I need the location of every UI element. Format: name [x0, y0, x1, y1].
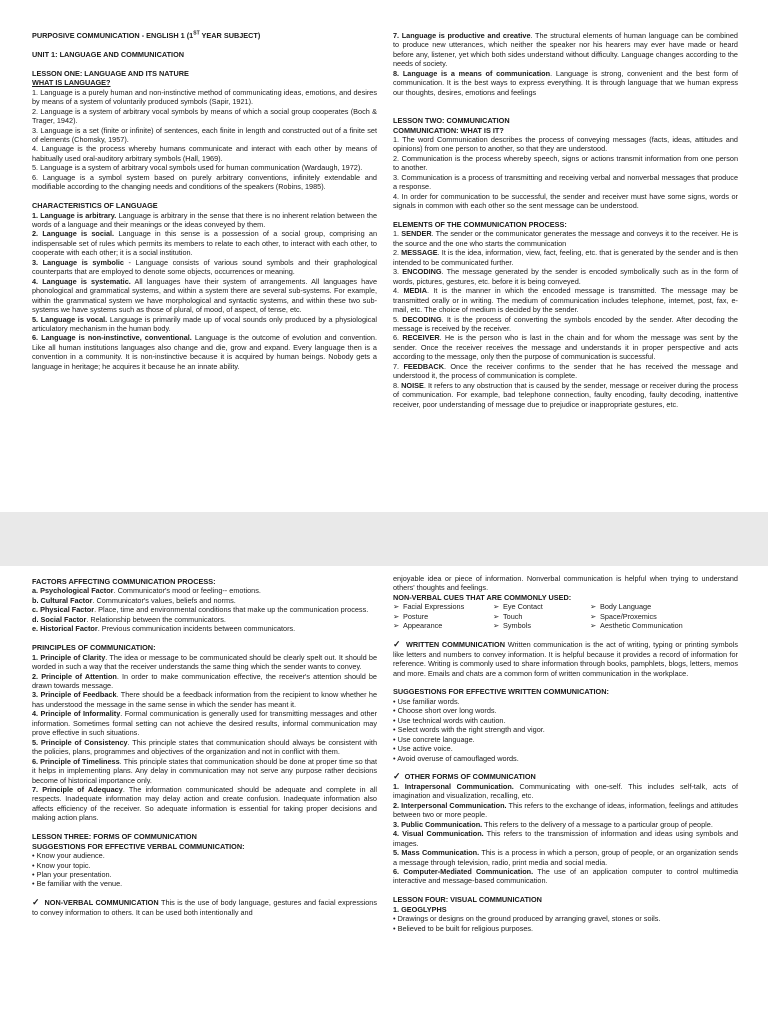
cue-item: ➢ Body Language: [590, 602, 652, 612]
verbal-suggestions-heading: SUGGESTIONS FOR EFFECTIVE VERBAL COMMUNICATION:: [32, 841, 245, 851]
cue-item: ➢ Symbols: [493, 621, 531, 631]
principle-item: 3. Principle of Feedback. There should be a feedback information from the recipient to know whether he has understood the message in the same sense in which the sender has meant it.: [32, 690, 377, 709]
other-form-item: 4. Visual Communication. This refers to the transmission of information and ideas using symbols and images.: [393, 829, 738, 848]
written-suggestions-heading: SUGGESTIONS FOR EFFECTIVE WRITTEN COMMUNICATION:: [393, 687, 609, 697]
characteristic-item: 2. Language is social. Language in this sense is a possession of a social group, comprising an indispensable set of rules which permits its members to relate to each other, to interact with each other, to cooperate with each other; it is a social institution.: [32, 229, 377, 258]
factor-item: a. Psychological Factor. Communicator's mood or feeling-- emotions.: [32, 586, 261, 596]
element-item: 7. FEEDBACK. Once the receiver confirms to the sender that he has received the message and understood it, the process of communication is complete.: [393, 361, 738, 381]
communication-definition: 1. The word Communication describes the process of conveying messages (facts, ideas, attitudes and opinions) from one person to another, so that they are understood.: [393, 134, 738, 154]
verbal-tip: • Plan your presentation.: [32, 870, 377, 879]
characteristic-item: 3. Language is symbolic - Language consists of various sound symbols and their graphological counterparts that are employed to denote some objects, occurrences or meaning.: [32, 257, 377, 277]
nonverbal-paragraph: ✓ NON-VERBAL COMMUNICATION This is the use of body language, gestures and facial expressions to convey information to others. It can be used both intentionally and: [32, 897, 377, 917]
element-item: 4. MEDIA. It is the manner in which the encoded message is transmitted. The message may be transmitted orally or in writing. The medium of communication includes telephone, internet, post, fax, e-mail, etc. The choice of medium is decided by the sender.: [393, 286, 738, 315]
cue-item: ➢ Facial Expressions: [393, 602, 465, 612]
document-page-bottom: [0, 566, 768, 1024]
element-item: 3. ENCODING. The message generated by the sender is encoded symbolically such as in the form of words, pictures, gestures, etc. before it is being conveyed.: [393, 267, 738, 286]
factor-item: e. Historical Factor. Previous communication incidents between communicators.: [32, 624, 296, 634]
arrow-bullet-icon: ➢: [393, 611, 400, 621]
cue-item: ➢ Appearance: [393, 621, 443, 631]
written-tip: • Avoid overuse of camouflaged words.: [393, 754, 738, 763]
nonverbal-cues-heading: NON-VERBAL CUES THAT ARE COMMONLY USED:: [393, 592, 572, 602]
principles-heading: PRINCIPLES OF COMMUNICATION:: [32, 643, 156, 653]
cue-item: ➢ Space/Proxemics: [590, 611, 657, 621]
language-definition: 3. Language is a set (finite or infinite) of sentences, each finite in length and constructed out of a finite set of elements (Chomsky, 1957).: [32, 125, 377, 144]
language-definition: 5. Language is a system of arbitrary vocal symbols used for human communication (Wardaugh, 1972).: [32, 163, 363, 173]
element-item: 8. NOISE. It refers to any obstruction that is caused by the sender, message or receiver during the process of communication. For example, bad telephone connection, faulty encoding, faulty decoding, inattentive receiver, poor understanding of message due to prejudice or inappropriate gestures, etc.: [393, 380, 738, 409]
characteristics-heading: CHARACTERISTICS OF LANGUAGE: [32, 201, 158, 211]
checkmark-icon: ✓: [393, 771, 401, 782]
bottom-left-column: [32, 577, 377, 917]
communication-definition: 2. Communication is the process whereby speech, signs or actions transmit information from one person to another.: [393, 153, 738, 173]
arrow-bullet-icon: ➢: [590, 602, 597, 612]
written-tip: • Use familiar words.: [393, 697, 738, 706]
verbal-tip: • Be familiar with the venue.: [32, 879, 377, 888]
verbal-tip: • Know your audience.: [32, 851, 377, 860]
principle-item: 5. Principle of Consistency. This principle states that communication should always be consistent with the policies, plans, programmes and objectives of the organization and not in conflict with them.: [32, 737, 378, 757]
arrow-bullet-icon: ➢: [393, 621, 400, 631]
lesson-two-title: LESSON TWO: COMMUNICATION: [393, 116, 510, 126]
written-tip: • Use active voice.: [393, 744, 738, 753]
arrow-bullet-icon: ➢: [590, 621, 597, 631]
arrow-bullet-icon: ➢: [493, 621, 500, 631]
written-tip: • Choose short over long words.: [393, 706, 738, 715]
top-left-column: [32, 31, 377, 371]
factor-item: d. Social Factor. Relationship between the communicators.: [32, 614, 226, 624]
what-is-language-heading: WHAT IS LANGUAGE?: [32, 78, 111, 88]
communication-what-heading: COMMUNICATION: WHAT IS IT?: [393, 125, 504, 135]
arrow-bullet-icon: ➢: [590, 611, 597, 621]
characteristic-item: 6. Language is non-instinctive, conventional. Language is the outcome of evolution and convention. Like all human institutions languages also change and die, grow and expand. Every language then is a convention in a community. It is non-instinctive because it is acquired by human beings. Nobody gets a language in heritage; he acquires it because he an innate ability.: [32, 333, 377, 371]
principle-item: 7. Principle of Adequacy. The information communicated should be adequate and complete in all respects. Inadequate information may delay action and create confusion. Inadequate information also affects efficiency of the receiver. So adequate information is essential for taking proper decisions and making action plans.: [32, 784, 377, 823]
checkmark-icon: ✓: [393, 639, 402, 650]
principle-item: 1. Principle of Clarity. The idea or message to be communicated should be clearly spelt out. It should be worded in such a way that the receiver understands the same thing which the sender wants to convey.: [32, 652, 377, 672]
principle-item: 2. Principle of Attention. In order to make communication effective, the receiver's attention should be drawn towards message.: [32, 671, 377, 690]
factors-heading: FACTORS AFFECTING COMMUNICATION PROCESS:: [32, 577, 216, 586]
communication-definition: 4. In order for communication to be successful, the sender and receiver must have some signs, words or signals in common with each other so the sent message can be understood.: [393, 191, 738, 211]
language-definition: 1. Language is a purely human and non-instinctive method of communicating ideas, emotions, and desires by means of a system of voluntarily produced symbols (Sapir, 1921).: [32, 87, 377, 107]
language-definition: 2. Language is a system of arbitrary vocal symbols by means of which a social group cooperates (Boch & Trager, 1942).: [32, 106, 377, 126]
written-tip: • Use concrete language.: [393, 735, 738, 744]
cue-item: ➢ Touch: [493, 611, 523, 621]
principle-item: 4. Principle of Informality. Formal communication is generally used for transmitting messages and other information. Sometimes formal setting can not achieve the desired results, informal communication may prove effective in such situations.: [32, 709, 377, 738]
language-definition: 4. Language is the process whereby humans communicate and interact with each other by means of habitually used oral-auditory arbitrary symbols (Hall, 1969).: [32, 144, 377, 163]
communication-definition: 3. Communication is a process of transmitting and receiving verbal and nonverbal messages that produce a response.: [393, 172, 738, 192]
arrow-bullet-icon: ➢: [393, 602, 400, 612]
characteristic-item: 5. Language is vocal. Language is primarily made up of vocal sounds only produced by a physiological articulatory mechanism in the human body.: [32, 314, 377, 333]
geoglyphs-heading: 1. GEOGLYPHS: [393, 904, 447, 914]
factor-item: b. Cultural Factor. Communicator's values, beliefs and norms.: [32, 595, 236, 605]
written-tip: • Select words with the right strength and vigor.: [393, 725, 738, 734]
characteristic-item: 8. Language is a means of communication. Language is strong, convenient and the best form of communication. It is the best ways to express everything. It is through language that we human express our thoughts, desires, emotions and feelings: [393, 68, 738, 97]
other-form-item: 3. Public Communication. This refers to the delivery of a message to a particular group of people.: [393, 819, 713, 829]
other-form-item: 5. Mass Communication. This is a process in which a person, group of people, or an organization sends a message through television, radio, print media and social media.: [393, 848, 738, 867]
characteristic-item: 1. Language is arbitrary. Language is arbitrary in the sense that there is no inherent relation between the words of a language and their meanings or the ideas conveyed by them.: [32, 210, 377, 230]
element-item: 1. SENDER. The sender or the communicator generates the message and conveys it to the receiver. He is the source and the one who starts the communication: [393, 229, 738, 248]
cue-item: ➢ Posture: [393, 611, 429, 621]
document-title: PURPOSIVE COMMUNICATION - ENGLISH 1 (1ST YEAR SUBJECT): [32, 30, 261, 40]
other-form-item: 1. Intrapersonal Communication. Communicating with one-self. This includes self-talk, acts of imagination and visualization, recalling, etc.: [393, 781, 739, 801]
geoglyph-item: • Believed to be built for religious purposes.: [393, 924, 738, 933]
characteristic-item: 4. Language is systematic. All languages have their system of arrangements. All languages have phonological and grammatical systems, and within a system there are several sub-systems. For example, within the grammatical system we have morphological and syntactic systems, and within these two sub-systems we have systems such as those of plural, of mood, of aspect, of tense, etc.: [32, 276, 378, 315]
element-item: 5. DECODING. It is the process of converting the symbols encoded by the sender. After decoding the message is received by the receiver.: [393, 314, 738, 333]
factor-item: c. Physical Factor. Place, time and environmental conditions that make up the communication process.: [32, 605, 369, 615]
written-tip: • Use technical words with caution.: [393, 716, 738, 725]
geoglyph-item: • Drawings or designs on the ground produced by arranging gravel, stones or soils.: [393, 914, 738, 923]
checkmark-icon: ✓: [32, 897, 41, 908]
element-item: 6. RECEIVER. He is the person who is last in the chain and for whom the message was sent by the sender. Once the receiver receives the message and understands it in proper perspective and acts according to the message, only then the purpose of communication is successful.: [393, 333, 738, 362]
arrow-bullet-icon: ➢: [493, 602, 500, 612]
lesson-one-title: LESSON ONE: LANGUAGE AND ITS NATURE: [32, 68, 189, 78]
elements-heading: ELEMENTS OF THE COMMUNICATION PROCESS:: [393, 220, 567, 230]
written-communication-paragraph: ✓ WRITTEN COMMUNICATION Written communication is the act of writing, typing or printing symbols like letters and numbers to convey information. It is helpful because it provides a record of information for reference. Writing is commonly used to share information through books, pamphlets, blogs, letters, memos and more. Emails and chats are a common form of written communication in the workplace.: [393, 639, 738, 678]
other-form-item: 2. Interpersonal Communication. This refers to the exchange of ideas, information, feelings and attitudes between two or more people.: [393, 800, 738, 820]
verbal-tip: • Know your topic.: [32, 861, 377, 870]
other-form-item: 6. Computer-Mediated Communication. The use of an application computer to control multimedia interactive and message-based communication.: [393, 867, 738, 886]
bottom-right-column: [393, 574, 738, 933]
characteristic-item: 7. Language is productive and creative. The structural elements of human language can be combined to produce new utterances, which neither the speaker nor his hearers may ever have made or heard before any, listener, yet which both sides understand without difficulty. Language changes according to the needs of society.: [393, 31, 738, 69]
cue-item: ➢ Eye Contact: [493, 602, 543, 612]
lesson-three-title: LESSON THREE: FORMS OF COMMUNICATION: [32, 832, 197, 842]
principle-item: 6. Principle of Timeliness. This principle states that communication should be done at proper time so that it helps in implementing plans. Any delay in communication may not serve any purpose rather decisions become of historical importance only.: [32, 756, 377, 785]
language-definition: 6. Language is a symbol system based on purely arbitrary conventions, infinitely extendable and modifiable according to the changing needs and conditions of the speakers (Robins, 1985).: [32, 172, 377, 192]
element-item: 2. MESSAGE. It is the idea, information, view, fact, feeling, etc. that is generated by the sender and is then intended to be communicated further.: [393, 248, 738, 267]
nonverbal-continuation: enjoyable idea or piece of information. Nonverbal communication is helpful when trying to understand others' thoughts and feelings.: [393, 574, 738, 593]
cue-item: ➢ Aesthetic Communication: [590, 621, 683, 631]
top-right-column: [393, 31, 738, 409]
other-forms-heading: ✓ OTHER FORMS OF COMMUNICATION: [393, 771, 536, 782]
arrow-bullet-icon: ➢: [493, 611, 500, 621]
nonverbal-cues-list: [393, 602, 738, 630]
unit-title: UNIT 1: LANGUAGE AND COMMUNICATION: [32, 49, 185, 59]
lesson-four-title: LESSON FOUR: VISUAL COMMUNICATION: [393, 895, 542, 905]
